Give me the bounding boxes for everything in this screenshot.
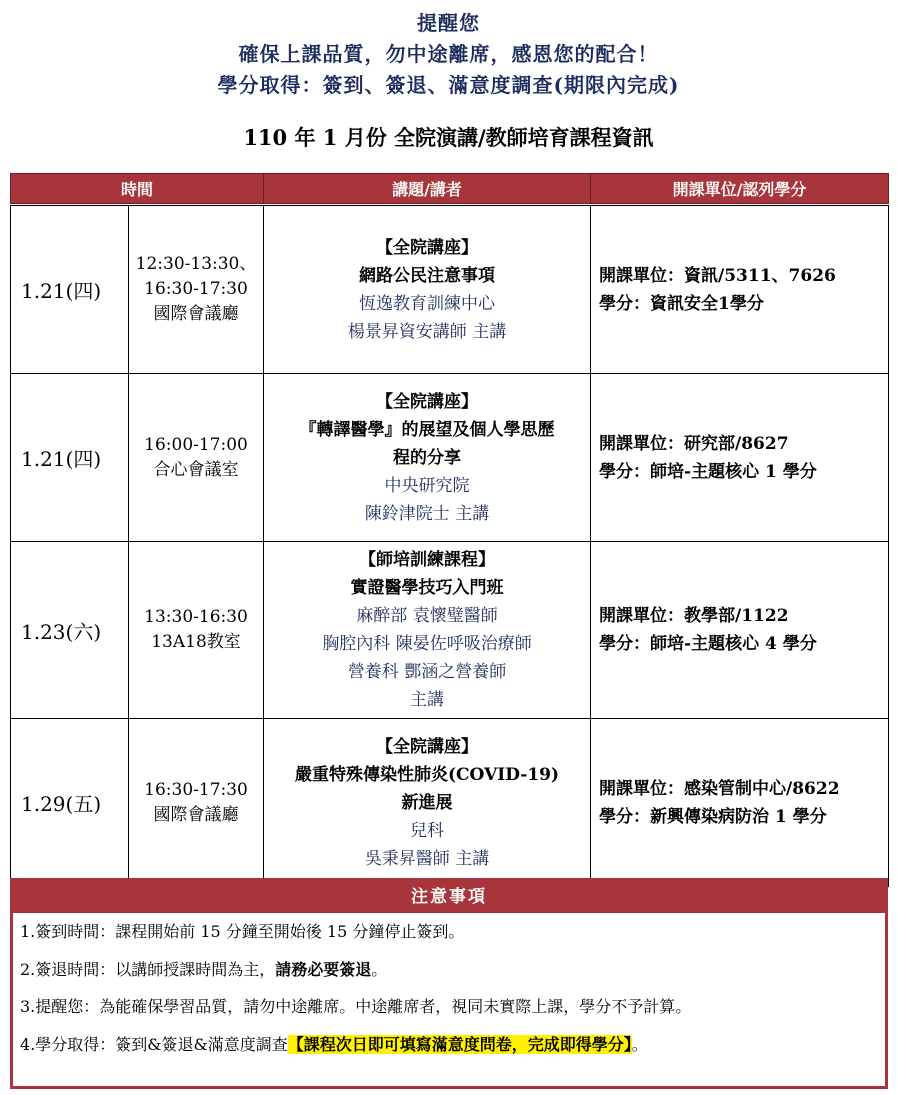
course-title: 網路公民注意事項 xyxy=(359,265,496,286)
row-time-cell xyxy=(129,542,264,719)
unit-line: 開課單位：教學部/1122 xyxy=(599,606,789,626)
time-line: 16:30-17:30 xyxy=(144,779,248,800)
course-title: 程的分享 xyxy=(393,447,462,468)
note-text: 1.簽到時間：課程開始前 15 分鐘至開始後 15 分鐘停止簽到。 xyxy=(20,922,465,941)
time-line: 國際會議廳 xyxy=(153,804,239,825)
speaker-line: 陳鈴津院士 主講 xyxy=(364,503,490,524)
reminder-line-1: 提醒您 xyxy=(417,11,480,35)
note-text: 3.提醒您：為能確保學習品質，請勿中途離席。中途離席者，視同未實際上課，學分不予計算。 xyxy=(20,997,692,1016)
note-tail: 。 xyxy=(631,1034,648,1054)
page-title: 110 年 1 月份 全院演講/教師培育課程資訊 xyxy=(243,125,654,150)
reminder-line-2: 確保上課品質，勿中途離席，感恩您的配合！ xyxy=(238,42,659,66)
notes-panel xyxy=(10,878,888,1089)
header-topic: 講題/講者 xyxy=(264,174,591,204)
course-type: 【全院講座】 xyxy=(376,237,479,258)
row-time-cell xyxy=(129,206,264,374)
note-item xyxy=(13,913,885,951)
table-row xyxy=(11,719,889,887)
row-unit-cell xyxy=(591,374,889,542)
row-unit-cell xyxy=(591,719,889,887)
course-title: 新進展 xyxy=(401,792,453,813)
time-line: 16:30-17:30 xyxy=(144,279,248,299)
speaker-line: 吳秉昇醫師 主講 xyxy=(364,848,490,869)
table-header-row xyxy=(11,174,889,204)
row-unit-cell xyxy=(591,206,889,374)
speaker-line: 中央研究院 xyxy=(384,475,470,496)
course-type: 【全院講座】 xyxy=(376,391,479,412)
speaker-line: 胸腔內科 陳晏佐呼吸治療師 xyxy=(322,634,532,654)
row-date: 1.21(四) xyxy=(11,374,129,542)
credit-line: 學分：資訊安全1學分 xyxy=(599,293,764,314)
row-topic-cell xyxy=(264,374,591,542)
note-text: 2.簽退時間：以講師授課時間為主， xyxy=(20,959,276,979)
course-title: 『轉譯醫學』的展望及個人學思歷 xyxy=(299,419,555,440)
table-row xyxy=(11,206,889,374)
speaker-line: 營養科 酆涵之營養師 xyxy=(347,662,507,682)
time-line: 合心會議室 xyxy=(153,459,239,480)
header-time: 時間 xyxy=(11,174,264,204)
time-line: 13A18教室 xyxy=(151,632,241,652)
course-type: 【全院講座】 xyxy=(376,736,479,757)
note-text: 4.學分取得：簽到&簽退&滿意度調查 xyxy=(20,1034,288,1054)
reminder-block xyxy=(0,8,897,101)
time-line: 16:00-17:00 xyxy=(144,434,248,455)
row-topic-cell xyxy=(264,719,591,887)
row-time-cell xyxy=(129,719,264,887)
row-date: 1.21(四) xyxy=(11,206,129,374)
row-topic-cell xyxy=(264,542,591,719)
reminder-line-3: 學分取得：簽到、簽退、滿意度調查(期限內完成) xyxy=(217,73,680,97)
schedule-table xyxy=(10,173,889,887)
unit-line: 開課單位：資訊/5311、7626 xyxy=(599,265,836,286)
row-time-cell xyxy=(129,374,264,542)
row-unit-cell xyxy=(591,542,889,719)
speaker-line: 楊景昇資安講師 主講 xyxy=(347,321,507,342)
notes-heading: 注意事項 xyxy=(13,881,885,913)
unit-line: 開課單位：研究部/8627 xyxy=(599,433,789,454)
note-item xyxy=(13,1026,885,1064)
course-title: 嚴重特殊傳染性肺炎(COVID-19) xyxy=(294,764,560,785)
note-item xyxy=(13,988,885,1026)
note-tail: 。 xyxy=(371,959,388,979)
row-topic-cell xyxy=(264,206,591,374)
credit-line: 學分：師培-主題核心 4 學分 xyxy=(599,634,817,654)
row-date: 1.23(六) xyxy=(11,542,129,719)
row-date: 1.29(五) xyxy=(11,719,129,887)
credit-line: 學分：新興傳染病防治 1 學分 xyxy=(599,806,827,827)
note-emphasis: 請務必要簽退 xyxy=(275,959,372,979)
speaker-line: 麻醉部 袁懷璧醫師 xyxy=(356,606,498,626)
speaker-line: 主講 xyxy=(410,690,445,710)
time-line: 13:30-16:30 xyxy=(144,607,248,627)
unit-line: 開課單位：感染管制中心/8622 xyxy=(599,778,840,799)
speaker-line: 兒科 xyxy=(410,820,445,841)
table-row xyxy=(11,542,889,719)
time-line: 國際會議廳 xyxy=(153,304,239,324)
note-highlight: 【課程次日即可填寫滿意度問卷，完成即得學分】 xyxy=(287,1034,632,1054)
speaker-line: 恆逸教育訓練中心 xyxy=(359,293,496,314)
table-row xyxy=(11,374,889,542)
time-line: 12:30-13:30、 xyxy=(135,254,257,274)
header-unit: 開課單位/認列學分 xyxy=(591,174,889,204)
course-type: 【師培訓練課程】 xyxy=(359,550,496,570)
credit-line: 學分：師培-主題核心 1 學分 xyxy=(599,461,817,482)
note-item xyxy=(13,951,885,989)
course-title: 實證醫學技巧入門班 xyxy=(350,578,504,598)
